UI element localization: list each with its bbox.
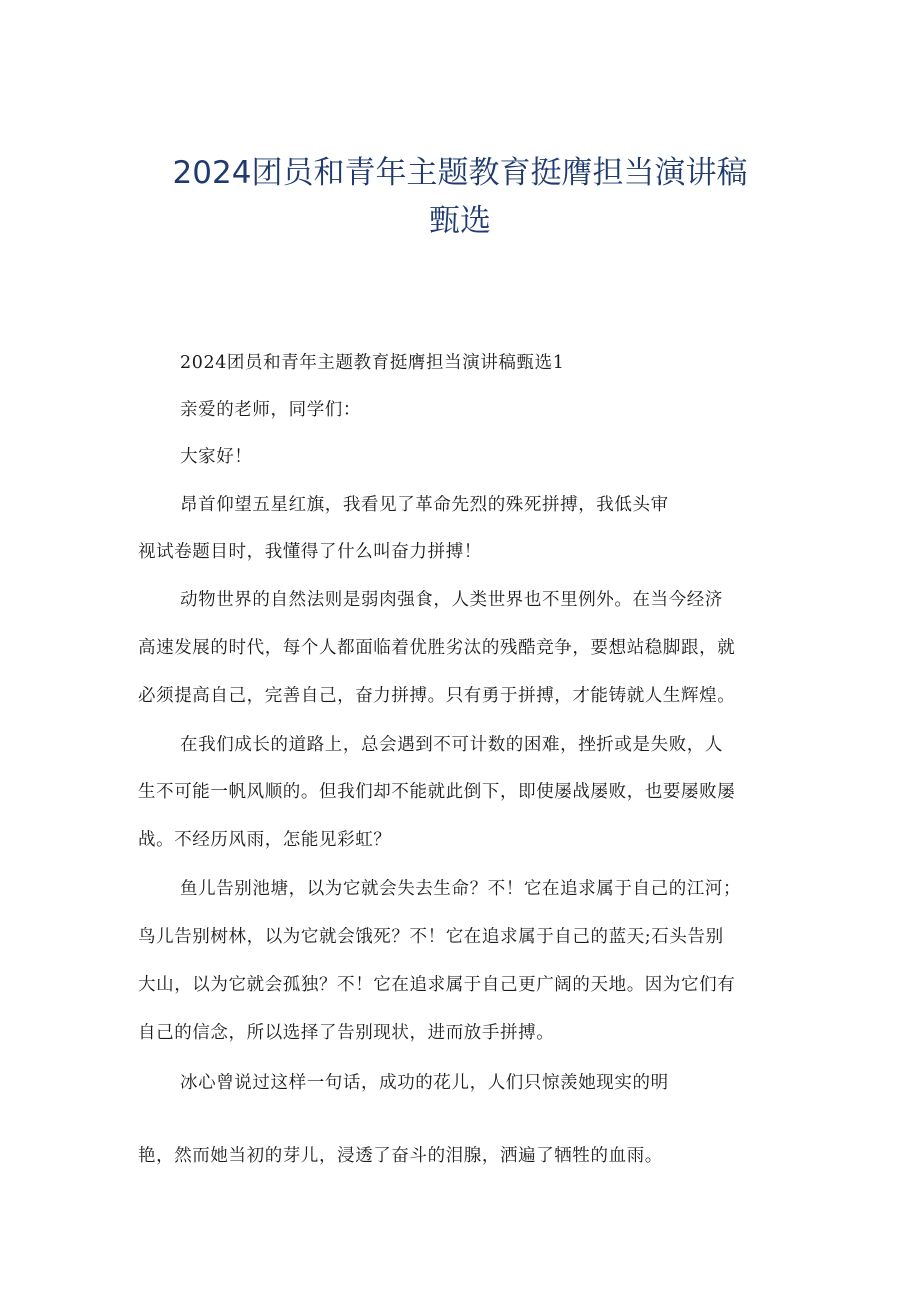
- greeting: 大家好！: [180, 447, 253, 467]
- paragraph-1-line-1: 昂首仰望五星红旗，我看见了革命先烈的殊死拼搏，我低头审: [180, 495, 669, 515]
- salutation: 亲爱的老师，同学们：: [180, 400, 361, 420]
- paragraph-2-line-2: 高速发展的时代，每个人都面临着优胜劣汰的残酷竞争，要想站稳脚跟，就: [138, 638, 736, 658]
- paragraph-5-line-2: 艳，然而她当初的芽儿，浸透了奋斗的泪腺，洒遍了牺牲的血雨。: [138, 1146, 663, 1166]
- paragraph-3-line-3: 战。不经历风雨，怎能见彩虹？: [138, 830, 392, 850]
- paragraph-4-line-2: 鸟儿告别树林，以为它就会饿死？不！它在追求属于自己的蓝天;石头告别: [138, 927, 724, 947]
- paragraph-4-line-1: 鱼儿告别池塘，以为它就会失去生命？不！它在追求属于自己的江河；: [180, 879, 742, 899]
- paragraph-4-line-3: 大山，以为它就会孤独？不！它在追求属于自己更广阔的天地。因为它们有: [138, 975, 736, 995]
- document-title-line-2: 甄选: [429, 203, 491, 239]
- document-title-line-1: 2024团员和青年主题教育挺膺担当演讲稿: [172, 155, 748, 191]
- paragraph-1-line-2: 视试卷题目时，我懂得了什么叫奋力拼搏！: [138, 542, 482, 562]
- paragraph-5-line-1: 冰心曾说过这样一句话，成功的花儿，人们只惊羡她现实的明: [180, 1073, 669, 1093]
- section-heading: 2024团员和青年主题教育挺膺担当演讲稿甄选1: [180, 353, 565, 373]
- paragraph-2-line-3: 必须提高自己，完善自己，奋力拼搏。只有勇于拼搏，才能铸就人生辉煌。: [138, 686, 736, 706]
- paragraph-3-line-2: 生不可能一帆风顺的。但我们却不能就此倒下，即使屡战屡败，也要屡败屡: [138, 782, 736, 802]
- paragraph-4-line-4: 自己的信念，所以选择了告别现状，进而放手拼搏。: [138, 1023, 555, 1043]
- paragraph-3-line-1: 在我们成长的道路上，总会遇到不可计数的困难，挫折或是失败，人: [180, 735, 723, 755]
- paragraph-2-line-1: 动物世界的自然法则是弱肉强食，人类世界也不里例外。在当今经济: [180, 590, 723, 610]
